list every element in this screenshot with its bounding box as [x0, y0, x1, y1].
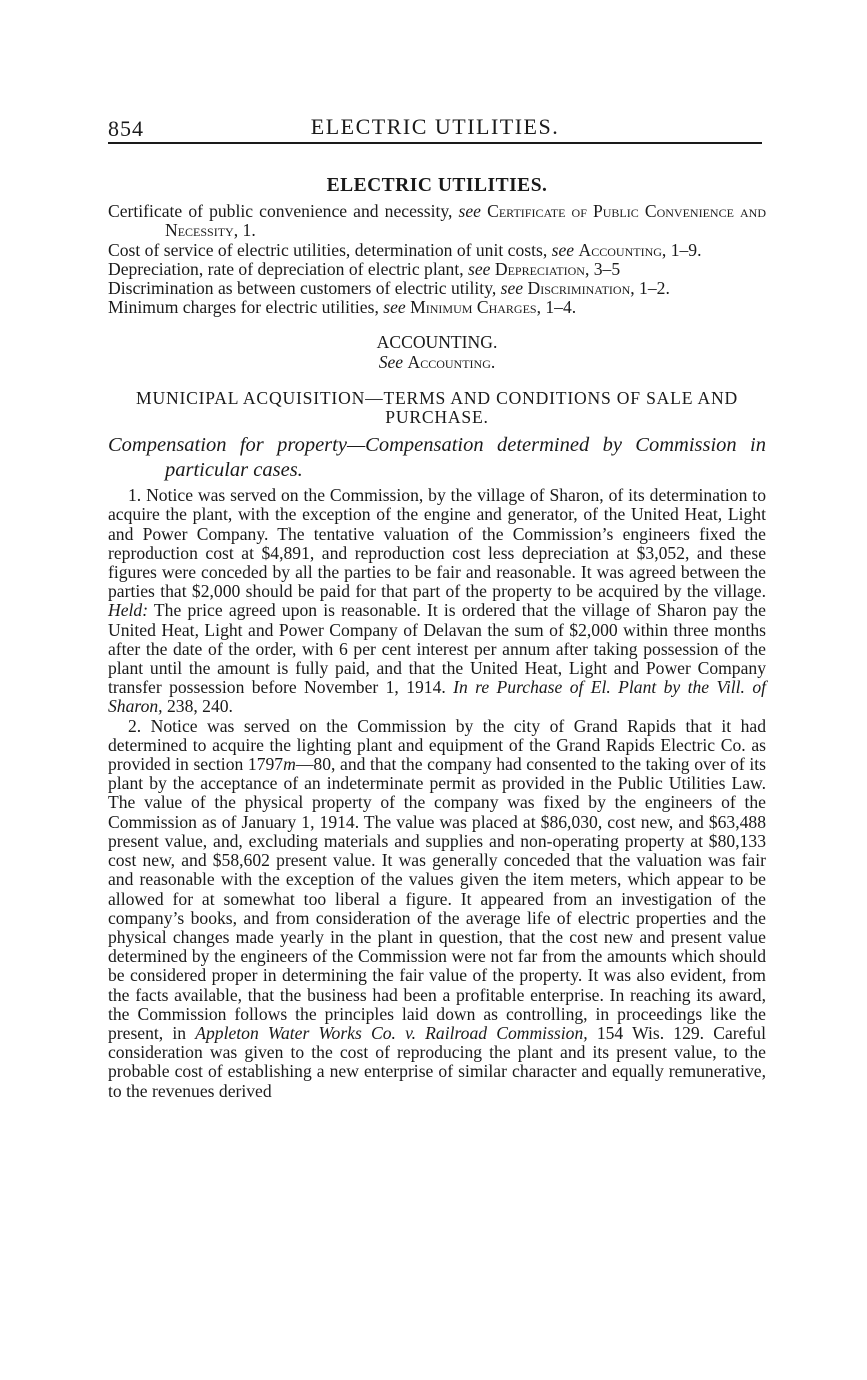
index-entry-locator: , 1–2. — [630, 278, 670, 299]
see-word: See — [378, 351, 404, 372]
cross-reference: Depreciation — [494, 258, 585, 279]
paragraph-text: 1. Notice was served on the Commission, by the village of Sharon, of its determination to acquire the plant, with the exception of the engine and generator, of the United Heat, Light and Power Company. The tentative valuation of the Commission’s engineers fixed the reproduction cost at $4,891, and reproduction cost less depreciation at $3,052, and these figures were conceded by all the parties to be fair and reasonable. It was agreed between the parties that $2,000 should be paid for that part of the property to be acquired by the village. — [108, 485, 766, 602]
index-entry-text: Cost of service of electric utilities, determination of unit costs, — [108, 239, 552, 260]
section-heading: MUNICIPAL ACQUISITION—TERMS AND CONDITIONS OF SALE AND PURCHASE. — [136, 387, 738, 428]
index-entry-text: Certificate of public convenience and necessity, — [108, 201, 459, 222]
case-citation: Appleton Water Works Co. v. Railroad Commission, — [195, 1022, 588, 1043]
see-word: see — [458, 201, 481, 222]
see-word: see — [551, 239, 575, 260]
page-content — [108, 176, 766, 1101]
see-word: see — [383, 297, 406, 318]
cross-reference: Discrimination — [527, 278, 631, 299]
section-suffix: m — [283, 754, 296, 775]
main-heading: ELECTRIC UTILITIES. — [326, 175, 548, 196]
index-entry-locator: , 1. — [233, 220, 256, 241]
accounting-see-line — [108, 353, 766, 372]
see-word: see — [468, 258, 491, 279]
index-entry-locator: , 1–9. — [661, 239, 702, 260]
index-entry-discrimination — [108, 279, 766, 298]
page-number: 854 — [108, 116, 144, 141]
index-entry-locator: , 1–4. — [536, 297, 577, 318]
index-entry-text: Depreciation, rate of depreciation of electric plant, — [108, 258, 469, 279]
citation-pages: 238, 240. — [162, 696, 233, 717]
case-citation: In re Purchase of El. Plant by the Vill. of Sharon, — [108, 677, 767, 717]
cross-reference: Accounting. — [407, 351, 496, 372]
accounting-heading — [108, 333, 766, 371]
running-header — [108, 112, 762, 144]
index-entry-cost-of-service — [108, 241, 766, 260]
index-entry-minimum-charges — [108, 298, 766, 317]
cross-reference: Accounting — [578, 239, 662, 260]
index-entry-depreciation — [108, 260, 766, 279]
cross-reference: Certificate of Public Convenience and Necessity — [165, 201, 766, 241]
accounting-title: ACCOUNTING. — [376, 332, 498, 353]
paragraph-text: —80, and that the company had consented to the taking over of its plant by the acceptance of an indeterminate permit as provided in the Public Utilities Law. The value of the physical property of the company was fixed by the engineers of the Commission as of January 1, 1914. The value was placed at $86,030, cost new, and $63,488 present value, and, excluding materials and supplies and non-operating property at $80,133 cost new, and $58,602 present value. It was generally conceded that the valuation was fair and reasonable with the exception of the values given the item meters, which appear to be allowed for at somewhat too liberal a figure. It appeared from an investigation of the company’s books, and from consideration of the average life of electric properties and the physical changes made yearly in the plant in question, that the cost new and present value determined by the engineers of the Commission were not far from the amounts which should be considered proper in determining the fair value of the property. It was also evident, from the facts available, that the business had been a profitable enterprise. In reaching its award, the Commission follows the principles laid down as controlling, in proceedings like the present, in — [108, 754, 766, 1043]
see-word: see — [500, 278, 524, 299]
index-entry-text: Discrimination as between customers of electric utility, — [108, 278, 501, 299]
index-entry-locator: , 3–5 — [584, 258, 621, 279]
cross-reference: Minimum Charges — [410, 297, 537, 318]
paragraph-text: The price agreed upon is reasonable. It is ordered that the village of Sharon pay the United Heat, Light and Power Company of Delavan the sum of $2,000 within three months after the date of the order, with 6 per cent interest per annum after taking possession of the plant until the amount is fully paid, and that the United Heat, Light and Power Company transfer possession before November 1, 1914. — [108, 600, 766, 698]
paragraph-text: 154 Wis. 129. Careful consideration was given to the cost of reproducing the plant and its present value, to the probable cost of establishing a new enterprise of similar character and equally remunerative, to the revenues derived — [108, 1022, 766, 1101]
running-title: ELECTRIC UTILITIES. — [310, 114, 560, 139]
paragraph-text: 2. Notice was served on the Commission by the city of Grand Rapids that it had determined to acquire the lighting plant and equipment of the Grand Rapids Electric Co. as provided in section 1797 — [108, 715, 766, 775]
held-label: Held: — [108, 600, 149, 621]
index-entry-certificate — [108, 202, 766, 240]
subheading: Compensation for property—Compensation determined by Commission in particular cases. — [108, 434, 766, 482]
paragraph-1 — [108, 486, 766, 716]
index-entry-text: Minimum charges for electric utilities, — [108, 297, 384, 318]
paragraph-2 — [108, 717, 766, 1101]
